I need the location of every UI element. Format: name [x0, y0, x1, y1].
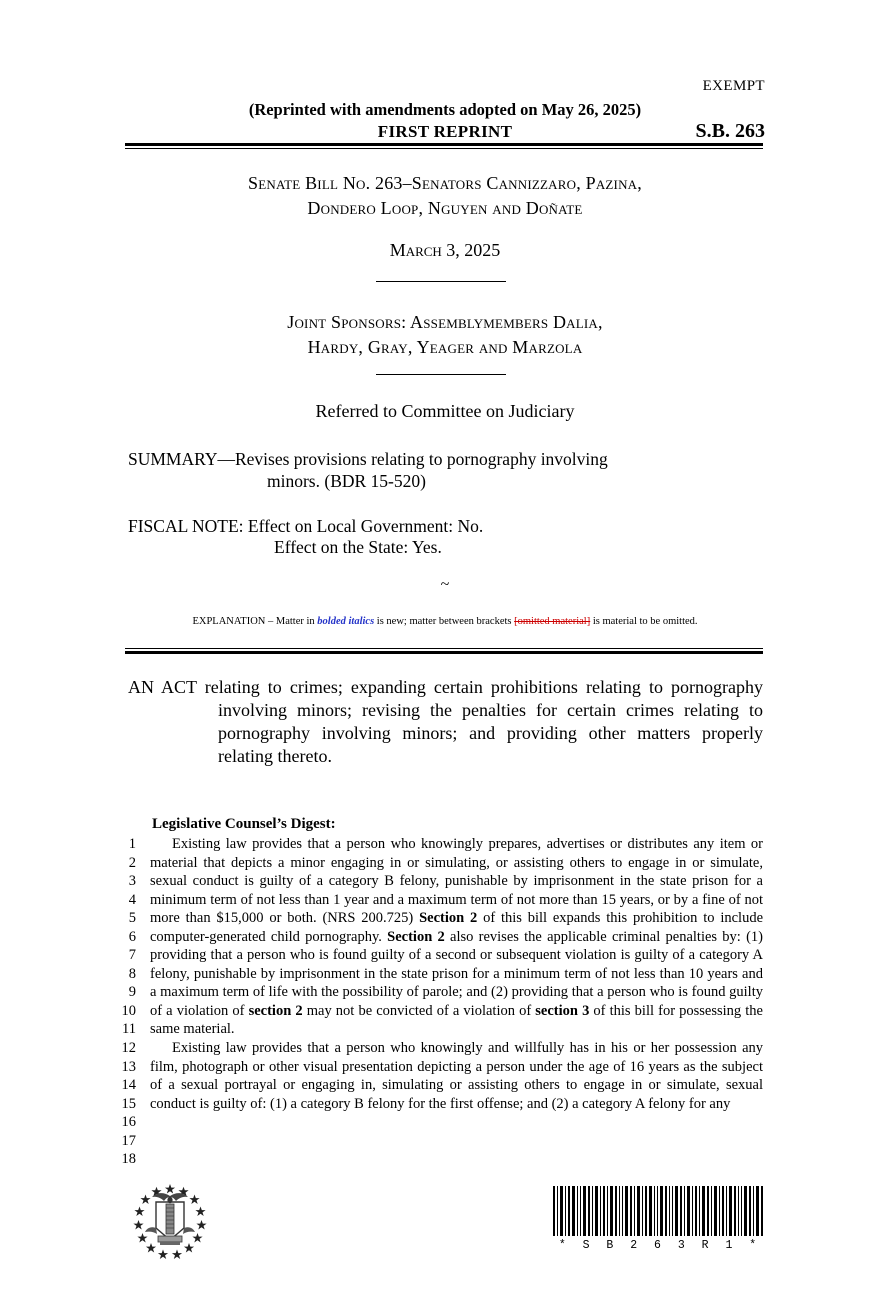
- line-number: 3: [128, 873, 136, 890]
- digest-paragraph-2: Existing law provides that a person who knowingly and willfully has in his or her possession any film, photograph or other visual presentation depicting a person under the age of 16 years as the subject of a sexual portrayal or engaging in, simulating or assisting others to engage in or simulate, sexual conduct is guilty of: (1) a category B felony for the first offense; and (2) a category A felony for any: [150, 1040, 763, 1112]
- line-number: 5: [128, 910, 136, 927]
- fiscal-note-block: [128, 516, 768, 558]
- digest-p1-text-3: also revises the applicable criminal penalties by: (1) providing that a person who is found guilty of a second or subsequent violation is guilty of a category A felony, punishable by imprisonment in the state prison for a minimum term of not less than 10 years and a maximum term of life with the possibility of parole; and (2) providing that a person who is found guilty of a violation of: [150, 928, 763, 1019]
- body-divider: [125, 648, 763, 654]
- first-reprint-row: [125, 122, 765, 144]
- explanation-omitted-matter: [omitted material]: [514, 616, 591, 627]
- line-number: 4: [128, 891, 136, 908]
- line-number: 10: [121, 1002, 136, 1019]
- section-separator-rule-2: [376, 374, 506, 375]
- barcode-text: * S B 2 6 3 R 1 *: [558, 1239, 762, 1252]
- explanation-prefix: EXPLANATION – Matter in: [192, 616, 318, 627]
- line-number: 18: [121, 1151, 136, 1168]
- digest-title: Legislative Counsel’s Digest:: [152, 816, 336, 832]
- line-number-gutter: [90, 835, 136, 1169]
- digest-p1-section-ref-1: Section 2: [419, 910, 478, 927]
- digest-p1-section-ref-2: Section 2: [387, 928, 445, 945]
- bill-introduction-date: March 3, 2025: [389, 240, 501, 260]
- fiscal-note-line-1: FISCAL NOTE: Effect on Local Government: No.: [128, 516, 484, 536]
- line-number: 8: [128, 965, 136, 982]
- reprint-notice: (Reprinted with amendments adopted on May 26, 2025): [248, 100, 642, 119]
- digest-body: [150, 835, 763, 1113]
- digest-p1-text-2: of this bill expands this prohibition to include computer-generated child pornography.: [150, 910, 764, 945]
- summary-line-1: SUMMARY—Revises provisions relating to pornography involving: [128, 449, 608, 469]
- referred-to-committee: Referred to Committee on Judiciary: [315, 401, 575, 421]
- bill-title-line-2: Dondero Loop, Nguyen and Doñate: [307, 198, 583, 218]
- bill-title-line-1: Senate Bill No. 263–Senators Cannizzaro, Pazina,: [248, 173, 642, 193]
- an-act-text: relating to crimes; expanding certain prohibitions relating to pornography involving minors; revising the penalties for certain crimes relating to pornography involving minors; and providing other matters properly relating thereto.: [196, 677, 763, 766]
- exempt-label: EXEMPT: [702, 78, 765, 94]
- summary-line-2: minors. (BDR 15-520): [267, 471, 426, 491]
- line-number: 6: [128, 928, 136, 945]
- joint-sponsors-line-1: Joint Sponsors: Assemblymembers Dalia,: [287, 312, 603, 332]
- digest-p1-text-1: Existing law provides that a person who knowingly prepares, advertises or distributes any item or material that depicts a minor engaging in or simulating, or assisting others to engage in or simulate, sexual conduct is guilty of a category B felony, punishable by imprisonment in the state prison for a minimum term of not less than 1 year and a maximum term of not more than 15 years, or by a fine of not more than $15,000 or both. (NRS 200.725): [150, 836, 763, 927]
- barcode-bars: [552, 1186, 764, 1236]
- digest-p1-section-ref-3: section 2: [248, 1002, 303, 1019]
- explanation-new-matter: bolded italics: [317, 616, 375, 627]
- line-number: 13: [121, 1058, 136, 1075]
- first-reprint-label: FIRST REPRINT: [377, 122, 513, 141]
- line-number: 14: [121, 1077, 136, 1094]
- line-number: 1: [128, 836, 136, 852]
- line-number: 16: [121, 1114, 136, 1131]
- digest-paragraph-1: [150, 835, 763, 1039]
- joint-sponsors-line-2: Hardy, Gray, Yeager and Marzola: [307, 337, 583, 357]
- explanation-suffix: is material to be omitted.: [590, 616, 698, 627]
- digest-p1-text-4: may not be convicted of a violation of: [302, 1002, 536, 1019]
- digest-p1-text-5: of this bill for possessing the same material.: [150, 1002, 763, 1038]
- bill-barcode: [552, 1186, 764, 1258]
- fiscal-note-line-2: Effect on the State: Yes.: [274, 537, 442, 557]
- bill-title: [150, 171, 740, 221]
- line-number: 11: [122, 1021, 136, 1038]
- line-number: 7: [128, 947, 136, 964]
- explanation-middle: is new; matter between brackets: [374, 616, 515, 627]
- nevada-state-seal-icon: [130, 1182, 210, 1264]
- joint-sponsors: [150, 310, 740, 360]
- line-number: 9: [128, 984, 136, 1001]
- header-divider: [125, 143, 763, 149]
- line-number: 17: [121, 1132, 136, 1149]
- tilde-separator: ~: [440, 576, 450, 593]
- bill-number: S.B. 263: [695, 120, 765, 142]
- line-number: 2: [128, 854, 136, 871]
- an-act-clause: [128, 676, 763, 768]
- summary-block: [125, 448, 765, 492]
- explanation-note: [125, 615, 765, 629]
- line-number: 15: [121, 1095, 136, 1112]
- section-separator-rule-1: [376, 281, 506, 282]
- line-number: 12: [121, 1040, 136, 1057]
- an-act-label: AN ACT: [128, 677, 197, 697]
- digest-p1-section-ref-4: section 3: [535, 1002, 590, 1019]
